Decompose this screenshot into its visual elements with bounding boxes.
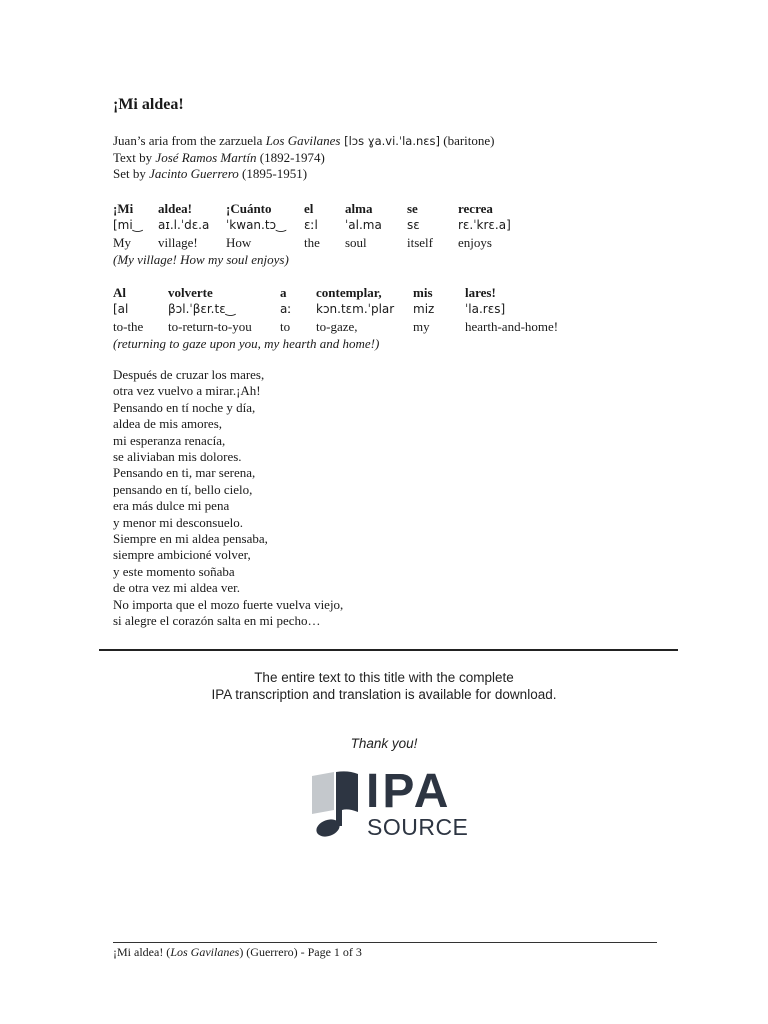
ipa-word: ˈla.rɛs] bbox=[465, 302, 506, 316]
meta-librettist-dates: (1892-1974) bbox=[256, 149, 325, 165]
meta-voice-type: (baritone) bbox=[440, 133, 495, 148]
original-word: volverte bbox=[168, 285, 213, 300]
ipa-word: aː bbox=[280, 302, 292, 316]
word-table-1 bbox=[113, 200, 511, 268]
translated-word: the bbox=[304, 235, 320, 250]
original-word: a bbox=[280, 285, 287, 300]
notice-line: IPA transcription and translation is available for download. bbox=[211, 687, 557, 702]
lyric-line: pensando en tí, bello cielo, bbox=[113, 481, 253, 497]
ipa-row bbox=[113, 301, 506, 318]
word-translation-row bbox=[113, 318, 559, 335]
translated-word: to-gaze, bbox=[316, 319, 358, 334]
word-translation-row bbox=[113, 234, 492, 251]
thank-you-text: Thank you! bbox=[350, 736, 418, 751]
ipa-word: βɔl.ˈβɛr.tɛ‿ bbox=[168, 302, 236, 316]
translated-word: enjoys bbox=[458, 235, 492, 250]
footer-page-info: ) (Guerrero) - Page 1 of 3 bbox=[239, 945, 362, 959]
ipa-word: ˈal.ma bbox=[345, 218, 382, 232]
meta-work-title: Los Gavilanes bbox=[265, 133, 341, 148]
logo-subtitle: SOURCE bbox=[367, 814, 469, 840]
download-notice bbox=[99, 669, 669, 703]
ipa-word: rɛ.ˈkrɛ.a] bbox=[458, 218, 511, 232]
translated-word: My bbox=[113, 235, 132, 250]
lyrics-text bbox=[113, 367, 343, 630]
lyric-line: mi esperanza renacía, bbox=[113, 432, 226, 448]
lyric-line: aldea de mis amores, bbox=[113, 416, 223, 432]
lyric-line: siempre ambicioné volver, bbox=[113, 547, 251, 563]
translated-word: village! bbox=[158, 235, 198, 250]
footer-title: ¡Mi aldea! ( bbox=[113, 945, 171, 959]
meta-line-set bbox=[113, 166, 495, 183]
ipa-word: miz bbox=[413, 302, 435, 316]
lyric-line: era más dulce mi pena bbox=[113, 498, 230, 514]
ipa-word: [mi‿ bbox=[113, 218, 143, 232]
ipa-word: aɪ.l.ˈdɛ.a bbox=[158, 218, 210, 232]
word-table-2 bbox=[113, 284, 559, 352]
lyric-line: Pensando en tí noche y día, bbox=[113, 399, 256, 415]
meta-text-prefix: Text by bbox=[113, 149, 156, 165]
original-word: ¡Cuánto bbox=[226, 201, 272, 216]
meta-composer-dates: (1895-1951) bbox=[238, 166, 308, 181]
section-divider bbox=[99, 649, 678, 651]
original-word: Al bbox=[113, 285, 126, 300]
lyric-line: y menor mi desconsuelo. bbox=[113, 514, 243, 530]
lyric-line: Después de cruzar los mares, bbox=[113, 367, 265, 382]
translated-word: hearth-and-home! bbox=[465, 319, 559, 334]
translated-word: my bbox=[413, 319, 430, 334]
translated-word: to-return-to-you bbox=[168, 319, 252, 334]
ipa-word: sɛ bbox=[407, 218, 420, 232]
original-word: alma bbox=[345, 201, 373, 216]
lyric-line: se aliviaban mis dolores. bbox=[113, 449, 242, 465]
translated-word: itself bbox=[407, 235, 433, 250]
translated-word: to bbox=[280, 319, 291, 334]
meta-librettist: José Ramos Martín bbox=[155, 149, 257, 165]
book-music-note-icon bbox=[310, 770, 364, 840]
original-word: mis bbox=[413, 285, 433, 300]
ipa-word: ˈkwan.tɔ‿ bbox=[226, 218, 286, 232]
translated-word: How bbox=[226, 235, 252, 250]
ipa-word: kɔn.tɛm.ˈplar bbox=[316, 302, 395, 316]
ipa-row bbox=[113, 217, 511, 234]
meta-composer: Jacinto Guerrero bbox=[149, 166, 239, 181]
original-word: se bbox=[407, 201, 418, 216]
page-footer bbox=[113, 945, 362, 960]
lyric-line: Pensando en ti, mar serena, bbox=[113, 465, 256, 481]
page-title: ¡Mi aldea! bbox=[113, 96, 184, 113]
logo-wordmark: IPA bbox=[366, 765, 452, 818]
original-word: aldea! bbox=[158, 201, 192, 216]
translated-word: soul bbox=[345, 235, 367, 250]
meta-line-aria bbox=[113, 133, 495, 150]
meta-work-ipa: [lɔs ɣa.vi.ˈla.nɛs] bbox=[340, 134, 440, 148]
lyric-line: de otra vez mi aldea ver. bbox=[113, 580, 241, 596]
line-translation: (My village! How my soul enjoys) bbox=[113, 252, 289, 267]
footer-divider bbox=[113, 942, 657, 943]
notice-line: The entire text to this title with the complete bbox=[254, 670, 514, 685]
ipa-source-logo bbox=[310, 765, 470, 842]
original-row bbox=[113, 284, 496, 301]
footer-work: Los Gavilanes bbox=[170, 945, 240, 959]
lyric-line: Siempre en mi aldea pensaba, bbox=[113, 531, 268, 547]
original-word: el bbox=[304, 201, 314, 216]
meta-line-text bbox=[113, 150, 495, 167]
aria-metadata bbox=[113, 133, 495, 183]
line-translation: (returning to gaze upon you, my hearth and home!) bbox=[113, 336, 380, 351]
ipa-word: [al bbox=[113, 302, 129, 316]
ipa-word: ɛːl bbox=[304, 218, 318, 232]
original-word: contemplar, bbox=[316, 285, 382, 300]
original-word: recrea bbox=[458, 201, 493, 216]
lyric-line: y este momento soñaba bbox=[113, 563, 235, 579]
lyric-line: si alegre el corazón salta en mi pecho… bbox=[113, 613, 321, 629]
meta-aria-prefix: Juan’s aria from the zarzuela bbox=[113, 133, 266, 148]
original-word: lares! bbox=[465, 285, 496, 300]
original-word: ¡Mi bbox=[113, 201, 134, 216]
lyric-line: otra vez vuelvo a mirar.¡Ah! bbox=[113, 383, 261, 399]
translated-word: to-the bbox=[113, 319, 144, 334]
lyric-line: No importa que el mozo fuerte vuelva viejo, bbox=[113, 596, 344, 612]
meta-set-prefix: Set by bbox=[113, 166, 150, 181]
original-row bbox=[113, 200, 493, 217]
